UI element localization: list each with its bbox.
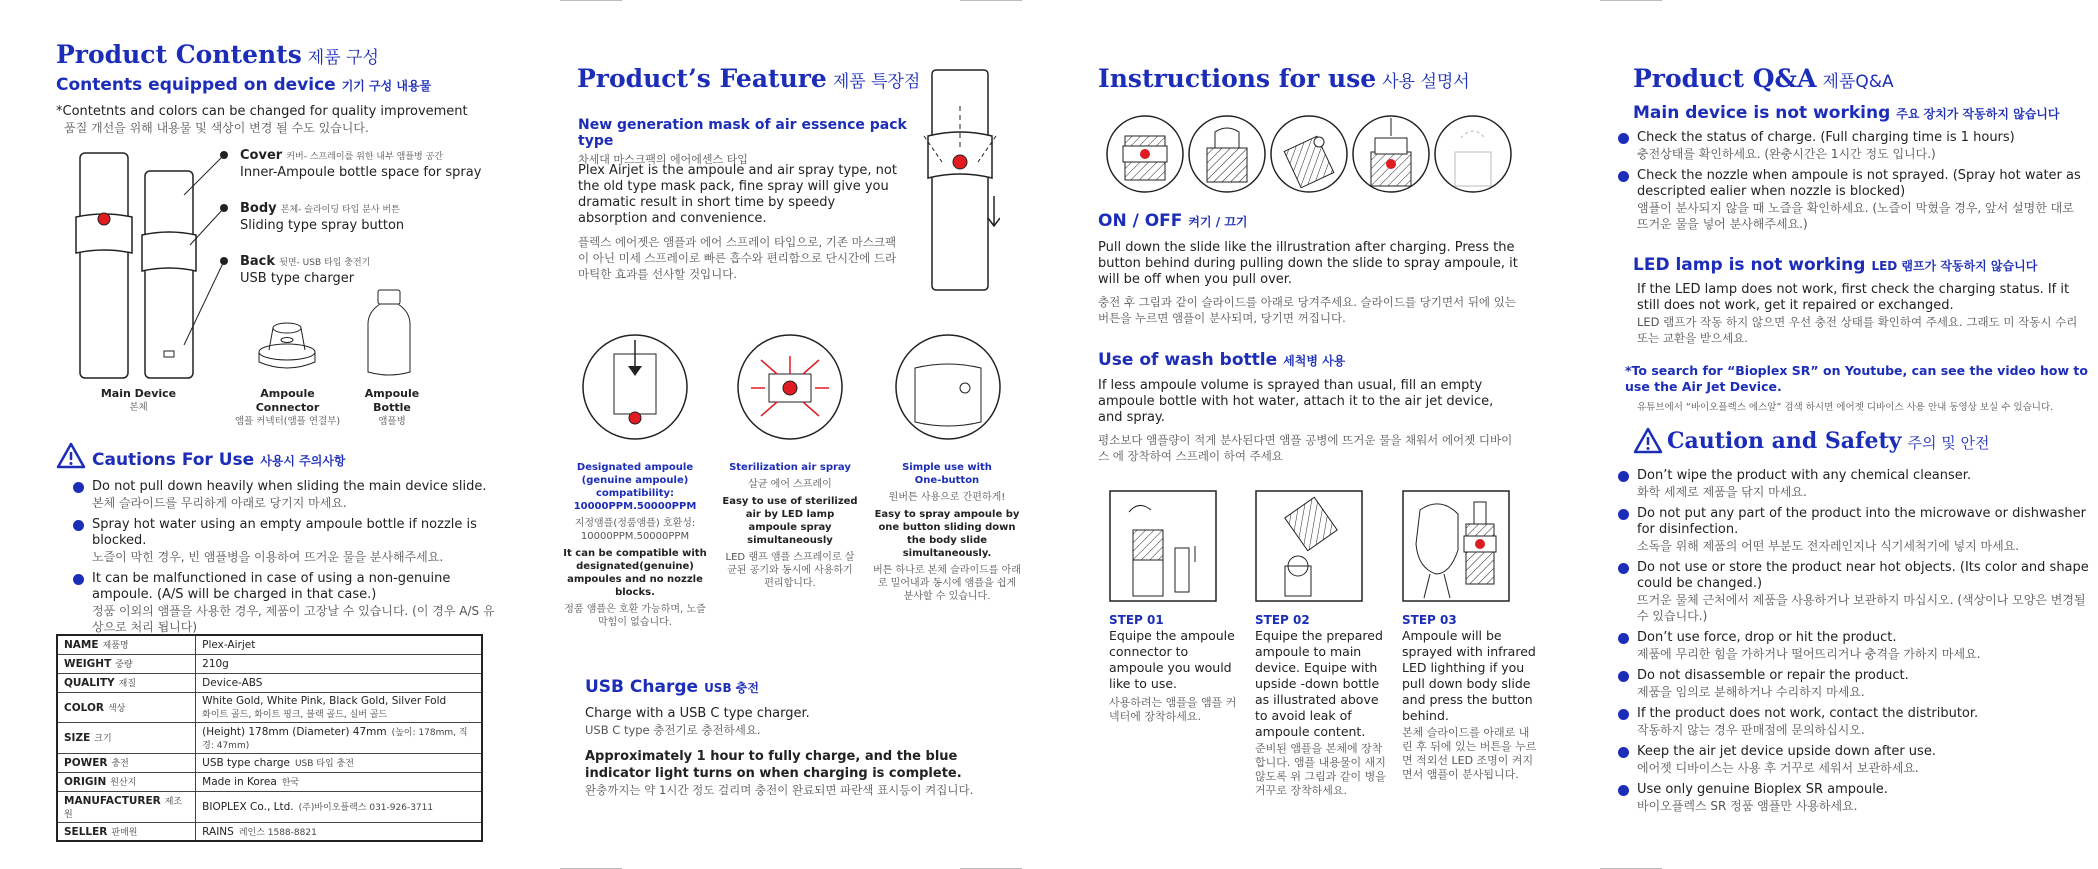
spec-label-en: WEIGHT bbox=[64, 658, 112, 670]
spec-value bbox=[196, 635, 482, 654]
item-en: Do not pull down heavily when sliding the main device slide. bbox=[92, 479, 487, 494]
ampoule-bottle-illustration bbox=[364, 288, 414, 378]
q1-title-ko: 주요 장치가 작동하지 않습니다 bbox=[1896, 107, 2060, 121]
step-02 bbox=[1255, 612, 1390, 798]
feature-ko2: LED 램프 앰플 스프레이로 살균된 공기와 동시에 사용하기 편리합니다. bbox=[725, 552, 855, 589]
safety-title-ko: 주의 및 안전 bbox=[1907, 434, 1990, 452]
table-row bbox=[57, 772, 482, 791]
cautions-list bbox=[72, 479, 502, 641]
list-item bbox=[1617, 782, 2093, 814]
subtitle-ko: 차세대 마스크팩의 에어에센스 타입 bbox=[578, 153, 748, 166]
step-ko: 본체 슬라이드를 아래로 내린 후 뒤에 있는 버튼을 누르면 적외선 LED 조명이 켜지면서 앰플이 분사됩니다. bbox=[1402, 726, 1537, 781]
note-ko: 품질 개선을 위해 내용물 및 색상이 변경 될 수도 있습니다. bbox=[64, 121, 369, 135]
spec-label-en: MANUFACTURER bbox=[64, 794, 161, 807]
item-ko: 뜨거운 물체 근처에서 제품을 사용하거나 보관하지 마십시오. (색상이나 모양은 변경될 수 있습니다.) bbox=[1637, 593, 2086, 623]
callout-desc: Sliding type spray button bbox=[240, 218, 405, 233]
step-03 bbox=[1402, 612, 1537, 782]
spec-value-en: USB type charge bbox=[202, 757, 290, 769]
spec-body bbox=[57, 635, 482, 841]
body-ko: 플렉스 에어젯은 앰플과 에어 스프레이 타입으로, 기존 마스크팩이 아닌 미세 스프레이로 빠른 흡수와 편리함으로 단시간에 드라마틱한 효과를 선사할 것입니다. bbox=[578, 235, 897, 281]
title-text: Instructions for use bbox=[1098, 64, 1377, 93]
step-02-illustration bbox=[1255, 490, 1363, 602]
instruction-circles bbox=[1105, 112, 1515, 196]
list-item bbox=[1617, 706, 2093, 738]
callout-label: Body bbox=[240, 201, 277, 216]
list-item bbox=[1617, 744, 2093, 776]
onoff-body-ko: 충전 후 그림과 같이 슬라이드를 아래로 당겨주세요. 슬라이드를 당기면서 뒤에 있는 버튼을 누르면 앰플이 분사되며, 당기면 꺼집니다. bbox=[1098, 295, 1516, 325]
part-name: Ampoule Bottle bbox=[364, 387, 420, 414]
part-ampoule-bottle bbox=[354, 387, 430, 429]
callout-desc: Inner-Ampoule bottle space for spray bbox=[240, 165, 482, 180]
part-main-device bbox=[96, 387, 181, 415]
feature-title: Simple use with One-button bbox=[902, 462, 992, 486]
spec-label-ko: 제품명 bbox=[102, 641, 129, 652]
list-item bbox=[72, 571, 502, 635]
feature-ko2: 정품 앰플은 호환 가능하며, 노즐 막힘이 없습니다. bbox=[564, 604, 706, 628]
table-row bbox=[57, 673, 482, 692]
item-en: Check the nozzle when ampoule is not sprayed. (Spray hot water as descripted ealier when nozzle is blocked) bbox=[1637, 168, 2081, 199]
subtitle-ko: 기기 구성 내용물 bbox=[341, 79, 432, 93]
wash-body bbox=[1098, 378, 1518, 464]
table-row bbox=[57, 654, 482, 673]
spec-value-ko: 한국 bbox=[281, 778, 300, 788]
panel-qa bbox=[1615, 0, 2098, 869]
spec-value bbox=[196, 654, 482, 673]
spec-table bbox=[56, 634, 483, 842]
item-en: Do not put any part of the product into the microwave or dishwasher for disinfection. bbox=[1637, 506, 2086, 537]
spec-label-en: SELLER bbox=[64, 825, 108, 838]
body-en: Plex Airjet is the ampoule and air spray type, not the old type mask pack, fine spray will give you dramatic result in short time by speedy absorption and convenience. bbox=[578, 163, 897, 226]
feature-en: Easy to use of sterilized air by LED lamp ampoule spray simultaneously bbox=[722, 496, 858, 546]
spec-label bbox=[57, 654, 196, 673]
feature-onebutton bbox=[872, 461, 1022, 603]
spec-value bbox=[196, 673, 482, 692]
spec-label-ko: 중량 bbox=[115, 660, 133, 670]
table-row bbox=[57, 822, 482, 841]
q2-body-ko: LED 램프가 작동 하지 않으면 우선 충전 상태를 확인하여 주세요. 그래도 미 작동시 수리 또는 교환을 받으세요. bbox=[1637, 315, 2078, 345]
spec-value bbox=[196, 791, 482, 822]
item-ko: 소독을 위해 제품의 어떤 부분도 전자레인지나 식기세척기에 넣지 마세요. bbox=[1637, 539, 2020, 553]
youtube-note bbox=[1625, 363, 2095, 413]
spec-label-en: COLOR bbox=[64, 701, 104, 714]
item-ko: 에어젯 디바이스는 사용 후 거꾸로 세워서 보관하세요. bbox=[1637, 761, 1919, 775]
item-en: Spray hot water using an empty ampoule bottle if nozzle is blocked. bbox=[92, 517, 477, 548]
step-title: STEP 03 bbox=[1402, 613, 1457, 627]
table-row bbox=[57, 635, 482, 654]
callout-cover bbox=[240, 148, 481, 181]
usb-line-en: Approximately 1 hour to fully charge, and the blue indicator light turns on when charging is complete. bbox=[585, 749, 962, 781]
q2-title bbox=[1633, 255, 2037, 275]
spec-label-ko: 충전 bbox=[111, 759, 129, 769]
spec-label-ko: 크기 bbox=[94, 734, 112, 744]
usb-line-ko: 완충까지는 약 1시간 정도 걸리며 충전이 완료되면 파란색 표시등이 켜집니다. bbox=[585, 783, 974, 797]
spec-value-ko: 화이트 골드, 화이트 핑크, 블랙 골드, 실버 골드 bbox=[202, 709, 388, 720]
usb-title bbox=[585, 677, 759, 697]
page-title bbox=[56, 40, 379, 69]
table-row bbox=[57, 722, 482, 753]
q2-body bbox=[1637, 282, 2087, 346]
callout-body bbox=[240, 201, 404, 234]
wash-title-ko: 세척병 사용 bbox=[1283, 354, 1346, 368]
spec-value-en: BIOPLEX Co., Ltd. bbox=[202, 801, 294, 813]
table-row bbox=[57, 791, 482, 822]
item-ko: 제품을 임의로 분해하거나 수리하지 마세요. bbox=[1637, 685, 1865, 699]
spec-value-ko: (높이: 178mm, 직경: 47mm) bbox=[202, 727, 468, 751]
wash-body-en: If less ampoule volume is sprayed than usual, fill an empty ampoule bottle with hot water, attach it to the air jet device, and spray. bbox=[1098, 378, 1494, 425]
feature-subtitle bbox=[578, 117, 938, 167]
table-row bbox=[57, 753, 482, 772]
spec-label-en: SIZE bbox=[64, 732, 91, 744]
safety-title-text: Caution and Safety bbox=[1667, 428, 1902, 454]
list-item bbox=[1617, 130, 2087, 162]
list-item bbox=[1617, 560, 2093, 624]
spec-value-ko: 레인스 1588-8821 bbox=[238, 827, 317, 838]
spec-label bbox=[57, 722, 196, 753]
feature-title: Designated ampoule (genuine ampoule) compatibility: 10000PPM.50000PPM bbox=[573, 462, 697, 512]
usb-line-en: Charge with a USB C type charger. bbox=[585, 706, 810, 721]
page-title bbox=[577, 64, 920, 93]
onoff-title bbox=[1098, 211, 1248, 231]
spec-value-en: RAINS bbox=[202, 825, 234, 838]
item-en: Keep the air jet device upside down after use. bbox=[1637, 744, 1936, 759]
item-en: Check the status of charge. (Full charging time is 1 hours) bbox=[1637, 130, 2015, 145]
usb-title-ko: USB 충전 bbox=[704, 681, 759, 695]
callout-label-ko: 뒷면- USB 타입 충전기 bbox=[279, 258, 371, 268]
item-en: If the product does not work, contact the distributor. bbox=[1637, 706, 1979, 721]
part-ampoule-connector bbox=[230, 387, 345, 429]
spec-label-en: QUALITY bbox=[64, 677, 115, 689]
title-text: Product Contents bbox=[56, 40, 302, 69]
q2-body-en: If the LED lamp does not work, first check the charging status. If it still does not work, get it repaired or exchanged. bbox=[1637, 282, 2070, 313]
list-item bbox=[72, 479, 502, 511]
q1-title-text: Main device is not working bbox=[1633, 103, 1891, 123]
callout-label-ko: 본체- 슬라이딩 타입 분사 버튼 bbox=[280, 205, 400, 215]
spec-value-en: Made in Korea bbox=[202, 776, 277, 788]
section-subtitle bbox=[56, 75, 431, 95]
spec-label-ko: 원산지 bbox=[110, 778, 137, 788]
item-ko: 앰플이 분사되지 않을 때 노즐을 확인하세요. (노즐이 막혔을 경우, 앞서 설명한 대로 뜨거운 물을 넣어 분사해주세요.) bbox=[1637, 201, 2074, 231]
panel-instructions bbox=[1095, 0, 1550, 869]
page-title bbox=[1098, 64, 1470, 93]
device-slide-illustration bbox=[920, 66, 1000, 296]
part-name-ko: 본체 bbox=[129, 402, 148, 413]
spec-label bbox=[57, 753, 196, 772]
item-en: It can be malfunctioned in case of using a non-genuine ampoule. (A/S will be charged in that case.) bbox=[92, 571, 451, 602]
step-01-illustration bbox=[1109, 490, 1217, 602]
feature-title: Sterilization air spray bbox=[729, 462, 851, 473]
item-ko: 바이오플렉스 SR 정품 앰플만 사용하세요. bbox=[1637, 799, 1858, 813]
panel-product-contents bbox=[0, 0, 525, 869]
list-item bbox=[72, 517, 502, 565]
part-name: Main Device bbox=[100, 387, 177, 400]
feature-en: Easy to spray ampoule by one button sliding down the body slide simultaneously. bbox=[874, 509, 1020, 559]
step-en: Equipe the prepared ampoule to main device. Equipe with upside -down bottle as illustrated above to avoid leak of ampoule content. bbox=[1255, 628, 1383, 739]
wash-title bbox=[1098, 350, 1345, 370]
list-item bbox=[1617, 168, 2087, 232]
safety-list bbox=[1617, 468, 2093, 820]
spec-label-ko: 색상 bbox=[107, 703, 126, 714]
title-ko: 제품Q&A bbox=[1822, 72, 1894, 92]
spec-value-en: 210g bbox=[202, 657, 229, 670]
feature-ko2: 버튼 하나로 본체 슬라이드를 아래로 밀어내과 동시에 앰플을 쉽게 분사할 수 있습니다. bbox=[873, 565, 1021, 602]
title-ko: 제품 구성 bbox=[307, 48, 379, 68]
wash-title-text: Use of wash bottle bbox=[1098, 350, 1278, 370]
title-ko: 제품 특장점 bbox=[832, 72, 921, 92]
usb-line-ko: USB C type 충전기로 충전하세요. bbox=[585, 723, 761, 737]
spec-value bbox=[196, 692, 482, 722]
spec-label-ko: 제조원 bbox=[64, 796, 183, 820]
spec-label-ko: 판매원 bbox=[111, 827, 138, 838]
callout-label-ko: 커버- 스프레이를 위한 내부 앰플병 공간 bbox=[286, 152, 443, 162]
wash-body-ko: 평소보다 앰플량이 적게 분사된다면 앰플 공병에 뜨거운 물을 채워서 에어젯 디바이스 에 장착하여 스프레이 하여 주세요 bbox=[1098, 433, 1513, 463]
spec-value-ko: USB 타입 충전 bbox=[294, 759, 354, 769]
item-ko: 화학 세제로 제품을 닦지 마세요. bbox=[1637, 485, 1807, 499]
q2-title-ko: LED 램프가 작동하지 않습니다 bbox=[1871, 259, 2038, 273]
spec-label bbox=[57, 822, 196, 841]
feature-onebutton-icon bbox=[893, 332, 1003, 442]
note-en: *Contetnts and colors can be changed for quality improvement bbox=[56, 104, 468, 119]
onoff-title-ko: 켜기 / 끄기 bbox=[1188, 215, 1248, 229]
item-ko: 작동하지 않는 경우 판매점에 문의하십시오. bbox=[1637, 723, 1865, 737]
feature-ko: 원버튼 사용으로 간편하게! bbox=[888, 492, 1006, 503]
list-item bbox=[1617, 468, 2093, 500]
table-row bbox=[57, 692, 482, 722]
feature-ko: 지정앰플(정품앰플) 호환성: 10000PPM.50000PPM bbox=[574, 518, 696, 542]
feature-sterilization bbox=[722, 461, 858, 590]
spec-value bbox=[196, 822, 482, 841]
spec-label bbox=[57, 692, 196, 722]
spec-value bbox=[196, 753, 482, 772]
onoff-body-en: Pull down the slide like the illrustration after charging. Press the button behind during pulling down the slide to spray ampoule, it will be off when you pull over. bbox=[1098, 240, 1518, 287]
step-title: STEP 01 bbox=[1109, 613, 1164, 627]
spec-label-en: POWER bbox=[64, 757, 108, 769]
spec-label bbox=[57, 772, 196, 791]
usb-body bbox=[585, 705, 1005, 799]
part-name: Ampoule Connector bbox=[255, 387, 320, 414]
step-en: Equipe the ampoule connector to ampoule you would like to use. bbox=[1109, 628, 1235, 691]
spec-value-en: (Height) 178mm (Diameter) 47mm bbox=[202, 725, 387, 738]
list-item bbox=[1617, 630, 2093, 662]
item-en: Do not disassemble or repair the product. bbox=[1637, 668, 1909, 683]
item-en: Use only genuine Bioplex SR ampoule. bbox=[1637, 782, 1888, 797]
callout-back bbox=[240, 254, 370, 287]
step-title: STEP 02 bbox=[1255, 613, 1310, 627]
q1-title bbox=[1633, 103, 2059, 123]
cautions-title-ko: 사용시 주의사항 bbox=[260, 454, 346, 468]
subtitle-text: New generation mask of air essence pack type bbox=[578, 117, 907, 149]
spec-label-ko: 재질 bbox=[118, 679, 137, 689]
spec-label-en: ORIGIN bbox=[64, 776, 107, 788]
youtube-en: *To search for “Bioplex SR” on Youtube, can see the video how to use the Air Jet Device. bbox=[1625, 363, 2088, 394]
spec-value-en: Plex-Airjet bbox=[202, 638, 256, 651]
q1-list bbox=[1617, 130, 2087, 238]
callout-desc: USB type charger bbox=[240, 271, 355, 286]
part-name-ko: 앰플병 bbox=[378, 416, 406, 427]
feature-ampoule bbox=[560, 461, 710, 629]
note bbox=[56, 103, 468, 137]
cautions-title bbox=[92, 450, 346, 470]
title-text: Product Q&A bbox=[1633, 64, 1817, 93]
list-item bbox=[1617, 506, 2093, 554]
subtitle-text: Contents equipped on device bbox=[56, 75, 336, 95]
page-title bbox=[1633, 64, 1894, 93]
spec-label bbox=[57, 635, 196, 654]
cautions-title-text: Cautions For Use bbox=[92, 450, 255, 470]
feature-ko: 살균 에어 스프레이 bbox=[748, 479, 832, 490]
usb-title-text: USB Charge bbox=[585, 677, 699, 697]
feature-ampoule-icon bbox=[580, 332, 690, 442]
step-en: Ampoule will be sprayed with infrared LED lighthing if you pull down body slide and press the button behind. bbox=[1402, 628, 1536, 723]
title-text: Product’s Feature bbox=[577, 64, 827, 93]
callout-label: Back bbox=[240, 254, 276, 269]
youtube-ko: 유튜브에서 “바이오플렉스 에스알” 검색 하시면 에어젯 디바이스 사용 안내 동영상 보실 수 있습니다. bbox=[1637, 402, 2054, 413]
spec-value bbox=[196, 772, 482, 791]
warning-icon bbox=[56, 442, 86, 469]
q2-title-text: LED lamp is not working bbox=[1633, 255, 1866, 275]
panel-product-feature bbox=[560, 0, 1030, 869]
item-en: Don’t wipe the product with any chemical cleanser. bbox=[1637, 468, 1972, 483]
step-ko: 사용하려는 앰플을 앰플 커넥터에 장착하세요. bbox=[1109, 696, 1237, 723]
safety-title bbox=[1667, 428, 1989, 454]
part-name-ko: 앰플 커넥터(앰플 연결부) bbox=[234, 416, 341, 427]
step-01 bbox=[1109, 612, 1239, 724]
list-item bbox=[1617, 668, 2093, 700]
item-ko: 노즐이 막힌 경우, 빈 앰플병을 이용하여 뜨거운 물을 분사해주세요. bbox=[92, 550, 444, 564]
item-ko: 제품에 무리한 힘을 가하거나 떨어뜨리거나 충격을 가하지 마세요. bbox=[1637, 647, 1981, 661]
spec-value bbox=[196, 722, 482, 753]
step-ko: 준비된 앰플을 본체에 장착합니다. 앰플 내용물이 새지 않도록 위 그림과 같이 병을 거꾸로 장착하세요. bbox=[1255, 742, 1386, 797]
ampoule-connector-illustration bbox=[255, 318, 319, 376]
step-03-illustration bbox=[1402, 490, 1510, 602]
feature-body bbox=[578, 163, 898, 282]
onoff-title-text: ON / OFF bbox=[1098, 211, 1183, 231]
item-ko: 정품 이외의 앰플을 사용한 경우, 제품이 고장날 수 있습니다. (이 경우 A/S 유상으로 처리 됩니다) bbox=[92, 604, 495, 634]
warning-icon bbox=[1633, 427, 1663, 454]
title-ko: 사용 설명서 bbox=[1382, 72, 1470, 92]
callout-leaders bbox=[180, 145, 240, 375]
spec-value-en: White Gold, White Pink, Black Gold, Silver Fold bbox=[202, 694, 447, 707]
spec-label bbox=[57, 791, 196, 822]
item-ko: 본체 슬라이드를 무리하게 아래로 당기지 마세요. bbox=[92, 496, 347, 510]
item-ko: 충전상태를 확인하세요. (완충시간은 1시간 정도 입니다.) bbox=[1637, 147, 1936, 161]
feature-sterilization-icon bbox=[735, 332, 845, 442]
item-en: Do not use or store the product near hot objects. (Its color and shape could be changed.) bbox=[1637, 560, 2089, 591]
spec-value-ko: (주)바이오플렉스 031-926-3711 bbox=[298, 803, 434, 813]
callout-label: Cover bbox=[240, 148, 283, 163]
feature-en: It can be compatible with designated(genuine) ampoules and no nozzle blocks. bbox=[563, 548, 707, 598]
spec-label bbox=[57, 673, 196, 692]
onoff-body bbox=[1098, 240, 1518, 326]
spec-label-en: NAME bbox=[64, 639, 99, 652]
item-en: Don’t use force, drop or hit the product. bbox=[1637, 630, 1897, 645]
spec-value-en: Device-ABS bbox=[202, 676, 263, 689]
